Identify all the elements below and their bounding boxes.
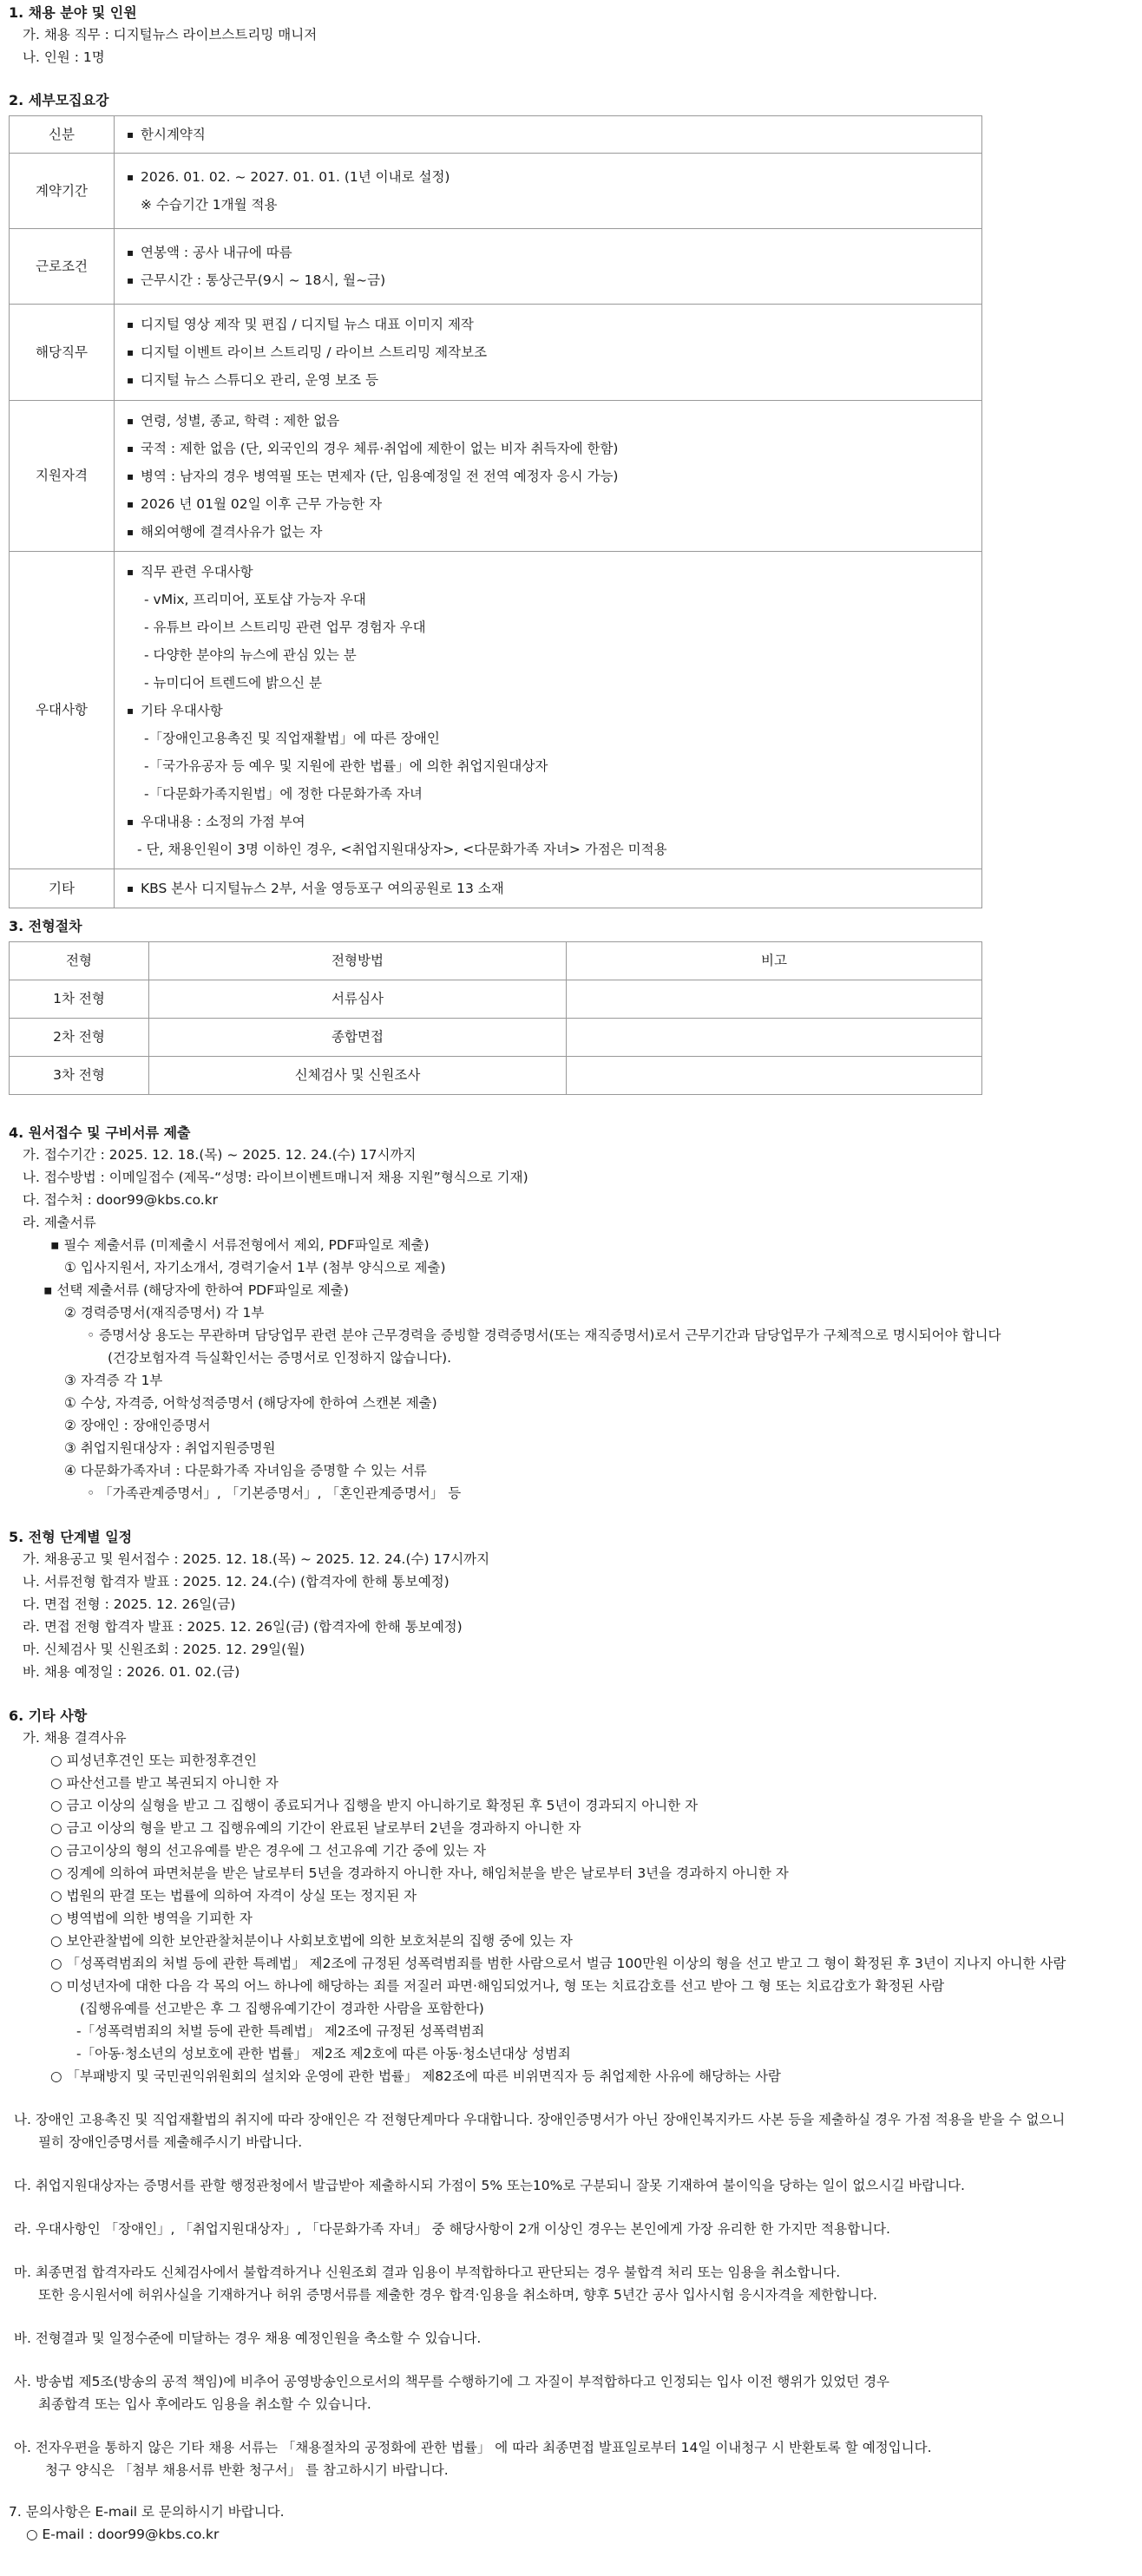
method-cell: 종합면접 [149,1019,567,1057]
note-para: 사. 방송법 제5조(방송의 공적 책임)에 비추어 공영방송인으로서의 책무를 수행하기에 그 자질이 부적합하다고 인정되는 입사 이전 행위가 있었던 경우 [14,2374,890,2389]
recruitment-details-table [9,115,982,908]
column-header: 전형 [10,942,149,980]
selection-process-table [9,941,982,1095]
section-3-title: 3. 전형절차 [9,918,82,934]
bullet-item: ▪ 연령, 성별, 종교, 학력 : 제한 없음 [127,407,968,435]
disqualification-item: ○ 병역법에 의한 병역을 기피한 자 [50,1911,253,1926]
row-status [10,116,982,154]
s4-line: ◦ 「가족관계증명서」, 「기본증명서」, 「혼인관계증명서」 등 [87,1485,462,1501]
bullet-item: ▪ 디지털 뉴스 스튜디오 관리, 운영 보조 등 [127,366,968,394]
contact-line: 7. 문의사항은 E-mail 로 문의하시기 바랍니다. [9,2504,285,2520]
disqualification-item: ○ 미성년자에 대한 다음 각 목의 어느 하나에 해당하는 죄를 저질러 파면·해임되었거나, 형 또는 치료감호를 선고 받아 그 형 또는 치료감호가 확정된 사람 [50,1978,945,1994]
section-4-title: 4. 원서접수 및 구비서류 제출 [9,1124,191,1141]
sub-item: - vMix, 프리미어, 포토샵 가능자 우대 [144,591,366,607]
disqualification-item: ○ 「부패방지 및 국민권익위원회의 설치와 운영에 관한 법률」 제82조에 따른 비위면직자 등 취업제한 사유에 해당하는 사람 [50,2068,781,2084]
note-cell [567,980,982,1019]
disqualification-item: ○ 징계에 의하여 파면처분을 받은 날로부터 5년을 경과하지 아니한 자나, 해임처분을 받은 날로부터 3년을 경과하지 아니한 자 [50,1865,789,1881]
note-para: 라. 우대사항인 「장애인」, 「취업지원대상자」, 「다문화가족 자녀」 중 해당사항이 2개 이상인 경우는 본인에게 가장 유리한 한 가지만 적용합니다. [14,2221,890,2237]
row-working-conditions [10,229,982,305]
s4-line: (건강보험자격 득실확인서는 증명서로 인정하지 않습니다). [108,1350,452,1366]
section-2-title: 2. 세부모집요강 [9,92,109,108]
sub-item: -「국가유공자 등 예우 및 지원에 관한 법률」에 의한 취업지원대상자 [144,757,548,774]
row-header: 지원자격 [10,401,115,552]
s6-lead: 가. 채용 결격사유 [23,1730,127,1746]
bullet-item: ▪ 기타 우대사항 [127,697,968,724]
row-contract-period [10,154,982,229]
s4-line: 나. 접수방법 : 이메일접수 (제목-“성명: 라이브이벤트매니저 채용 지원”형식으로 기재) [23,1170,528,1185]
s4-line: ① 수상, 자격증, 어학성적증명서 (해당자에 한하여 스캔본 제출) [64,1395,437,1411]
note-para: 나. 장애인 고용촉진 및 직업재활법의 취지에 따라 장애인은 각 전형단계마다 우대합니다. 장애인증명서가 아닌 장애인복지카드 사본 등을 제출하실 경우 가점 적용을 받을 수 없으니 [14,2112,1066,2127]
s5-line: 바. 채용 예정일 : 2026. 01. 02.(금) [23,1664,240,1680]
table-row [10,980,982,1019]
bullet-item: ▪ 2026 년 01월 02일 이후 근무 가능한 자 [127,490,968,518]
note-para: 청구 양식은 「첨부 채용서류 반환 청구서」 를 참고하시기 바랍니다. [45,2462,449,2478]
note-cell [567,1019,982,1057]
s4-line: ② 경력증명서(재직증명서) 각 1부 [64,1305,265,1321]
s1-job-line: 가. 채용 직무 : 디지털뉴스 라이브스트리밍 매니저 [23,27,318,43]
s4-line: ③ 자격증 각 1부 [64,1373,163,1388]
column-header: 비고 [567,942,982,980]
s4-line: ◦ 증명서상 용도는 무관하며 담당업무 관련 분야 근무경력을 증빙할 경력증명서(또는 재직증명서)로서 근무기간과 담당업무가 구체적으로 명시되어야 합니다 [87,1327,1001,1343]
disqualification-item: ○ 금고이상의 형의 선고유예를 받은 경우에 그 선고유예 기간 중에 있는 자 [50,1843,486,1858]
note-para: 필히 장애인증명서를 제출해주시기 바랍니다. [38,2134,303,2150]
stage-cell: 2차 전형 [10,1019,149,1057]
disqualification-item: ○ 금고 이상의 형을 받고 그 집행유예의 기간이 완료된 날로부터 2년을 경과하지 아니한 자 [50,1820,581,1836]
row-header: 신분 [10,116,115,154]
s4-line: ▪ 필수 제출서류 (미제출시 서류전형에서 제외, PDF파일로 제출) [50,1237,430,1253]
s5-line: 라. 면접 전형 합격자 발표 : 2025. 12. 26일(금) (합격자에 한해 통보예정) [23,1619,463,1635]
sub-item: - 다양한 분야의 뉴스에 관심 있는 분 [144,646,357,663]
bullet-item: ▪ 직무 관련 우대사항 [127,558,968,586]
sub-item: - 단, 채용인원이 3명 이하인 경우, <취업지원대상자>, <다문화가족 자녀> 가점은 미적용 [137,841,667,857]
stage-cell: 1차 전형 [10,980,149,1019]
bullet-item: ▪ 우대내용 : 소정의 가점 부여 [127,808,968,836]
note-para: 바. 전형결과 및 일정수준에 미달하는 경우 채용 예정인원을 축소할 수 있습니다. [14,2330,482,2346]
disqualification-item: ○ 「성폭력범죄의 처벌 등에 관한 특례법」 제2조에 규정된 성폭력범죄를 범한 사람으로서 벌금 100만원 이상의 형을 선고 받고 그 형이 확정된 후 3년이 지나지 아니한 사람 [50,1956,1067,1971]
method-cell: 서류심사 [149,980,567,1019]
s4-line: 가. 접수기간 : 2025. 12. 18.(목) ~ 2025. 12. 24.(수) 17시까지 [23,1147,417,1163]
row-header: 기타 [10,869,115,908]
row-header: 우대사항 [10,552,115,869]
section-1-title: 1. 채용 분야 및 인원 [9,4,137,21]
row-qualifications [10,401,982,552]
bullet-item: ▪ 해외여행에 결격사유가 없는 자 [127,518,968,546]
row-duties [10,305,982,401]
row-other [10,869,982,908]
s5-line: 마. 신체검사 및 신원조회 : 2025. 12. 29일(월) [23,1642,305,1657]
row-header: 계약기간 [10,154,115,229]
bullet-item: ▪ 국적 : 제한 없음 (단, 외국인의 경우 체류·취업에 제한이 없는 비자 취득자에 한함) [127,435,968,462]
row-preferences [10,552,982,869]
bullet-item: ▪ 2026. 01. 02. ~ 2027. 01. 01. (1년 이내로 설정) [127,163,968,191]
disqualification-item: ○ 금고 이상의 실형을 받고 그 집행이 종료되거나 집행을 받지 아니하기로 확정된 후 5년이 경과되지 아니한 자 [50,1798,699,1813]
disqualification-item: ○ 파산선고를 받고 복권되지 아니한 자 [50,1775,279,1791]
bullet-item: ▪ 디지털 영상 제작 및 편집 / 디지털 뉴스 대표 이미지 제작 [127,311,968,338]
section-6-title: 6. 기타 사항 [9,1708,88,1724]
disqualification-item: ○ 피성년후견인 또는 피한정후견인 [50,1753,257,1768]
s5-line: 나. 서류전형 합격자 발표 : 2025. 12. 24.(수) (합격자에 한해 통보예정) [23,1574,450,1590]
disqualification-item: (집행유예를 선고받은 후 그 집행유예기간이 경과한 사람을 포함한다) [80,2001,484,2016]
sub-item: - 유튜브 라이브 스트리밍 관련 업무 경험자 우대 [144,619,426,635]
s1-count-line: 나. 인원 : 1명 [23,49,105,65]
stage-cell: 3차 전형 [10,1057,149,1095]
sub-item: -「다문화가족지원법」에 정한 다문화가족 자녀 [144,785,423,802]
s5-line: 다. 면접 전형 : 2025. 12. 26일(금) [23,1596,236,1612]
bullet-item: ▪ 병역 : 남자의 경우 병역필 또는 면제자 (단, 임용예정일 전 전역 예정자 응시 가능) [127,462,968,490]
s4-line: ② 장애인 : 장애인증명서 [64,1418,211,1433]
s4-line: ④ 다문화가족자녀 : 다문화가족 자녀임을 증명할 수 있는 서류 [64,1463,427,1478]
note-para: 다. 취업지원대상자는 증명서를 관할 행정관청에서 발급받아 제출하시되 가점이 5% 또는10%로 구분되니 잘못 기재하여 불이익을 당하는 일이 없으시길 바랍니다. [14,2178,965,2193]
disqualification-item: -「아동·청소년의 성보호에 관한 법률」 제2조 제2호에 따른 아동·청소년대상 성범죄 [76,2046,571,2061]
table-header-row [10,942,982,980]
s4-line: ③ 취업지원대상자 : 취업지원증명원 [64,1440,276,1456]
note-para: 아. 전자우편을 통하지 않은 기타 채용 서류는 「채용절차의 공정화에 관한 법률」 에 따라 최종면접 발표일로부터 14일 이내청구 시 반환토록 할 예정입니다. [14,2440,932,2455]
note-para: 또한 응시원서에 허위사실을 기재하거나 허위 증명서류를 제출한 경우 합격·임용을 취소하며, 향후 5년간 공사 입사시험 응시자격을 제한합니다. [38,2287,877,2303]
probation-note: ※ 수습기간 1개월 적용 [141,197,278,213]
bullet-item: ▪ KBS 본사 디지털뉴스 2부, 서울 영등포구 여의공원로 13 소재 [127,875,968,902]
bullet-item: ▪ 연봉액 : 공사 내규에 따름 [127,239,968,266]
disqualification-item: ○ 법원의 판결 또는 법률에 의하여 자격이 상실 또는 정지된 자 [50,1888,417,1904]
s4-line: 라. 제출서류 [23,1215,96,1230]
s4-line: ① 입사지원서, 자기소개서, 경력기술서 1부 (첨부 양식으로 제출) [64,1260,446,1275]
row-header: 근로조건 [10,229,115,305]
bullet-item: ▪ 디지털 이벤트 라이브 스트리밍 / 라이브 스트리밍 제작보조 [127,338,968,366]
note-para: 마. 최종면접 합격자라도 신체검사에서 불합격하거나 신원조회 결과 임용이 부적합하다고 판단되는 경우 불합격 처리 또는 임용을 취소합니다. [14,2265,841,2280]
bullet-item: ▪ 근무시간 : 통상근무(9시 ~ 18시, 월~금) [127,266,968,294]
column-header: 전형방법 [149,942,567,980]
note-para: 최종합격 또는 입사 후에라도 임용을 취소할 수 있습니다. [38,2396,371,2412]
disqualification-item: -「성폭력범죄의 처벌 등에 관한 특례법」 제2조에 규정된 성폭력범죄 [76,2023,485,2039]
method-cell: 신체검사 및 신원조사 [149,1057,567,1095]
sub-item: - 뉴미디어 트렌드에 밝으신 분 [144,674,322,691]
bullet-item: ▪ 한시계약직 [127,121,968,148]
s5-line: 가. 채용공고 및 원서접수 : 2025. 12. 18.(목) ~ 2025. 12. 24.(수) 17시까지 [23,1551,490,1567]
s4-email-line: 다. 접수처 : door99@kbs.co.kr [23,1192,219,1208]
sub-item: -「장애인고용촉진 및 직업재활법」에 따른 장애인 [144,730,440,746]
s4-line: ▪ 선택 제출서류 (해당자에 한하여 PDF파일로 제출) [43,1282,349,1298]
row-header: 해당직무 [10,305,115,401]
table-row [10,1019,982,1057]
contact-email: ○ E-mail : door99@kbs.co.kr [26,2527,220,2542]
disqualification-item: ○ 보안관찰법에 의한 보안관찰처분이나 사회보호법에 의한 보호처분의 집행 중에 있는 자 [50,1933,573,1949]
section-5-title: 5. 전형 단계별 일정 [9,1529,133,1545]
table-row [10,1057,982,1095]
note-cell [567,1057,982,1095]
